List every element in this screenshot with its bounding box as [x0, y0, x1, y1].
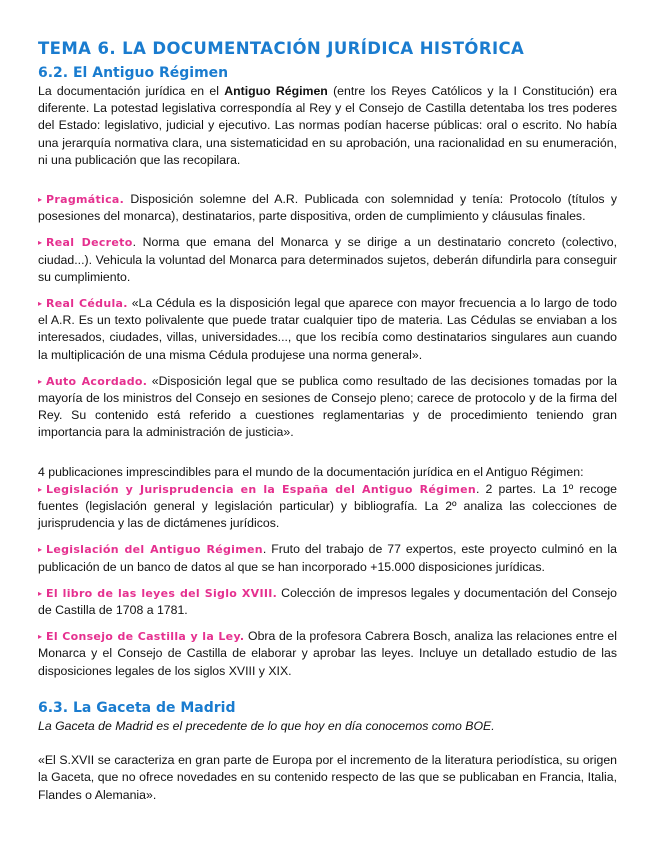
- entry-term: Real Decreto: [46, 236, 133, 250]
- section-heading-gaceta: 6.3. La Gaceta de Madrid: [38, 699, 236, 716]
- page-title: TEMA 6. LA DOCUMENTACIÓN JURÍDICA HISTÓRICA: [38, 39, 525, 58]
- publication-term: Legislación del Antiguo Régimen: [46, 543, 263, 557]
- entry-text: «Disposición legal que se publica como resultado de las decisiones tomadas por la mayoría de los ministros del Consejo en sesiones de Consejo pleno; carece de protocolo y de la firma del Rey. Su contenido está referido a cuestiones reglamentarias y de procedimiento teniendo gran importancia para la administración de justicia».: [38, 373, 617, 440]
- bullet-icon: ▸: [38, 632, 43, 642]
- entry-term: Pragmática.: [46, 193, 125, 207]
- publications-intro: 4 publicaciones imprescindibles para el mundo de la documentación jurídica en el Antiguo Régimen:: [38, 464, 584, 479]
- entry-term: Real Cédula.: [46, 297, 128, 311]
- gaceta-quote: «El S.XVII se caracteriza en gran parte de Europa por el incremento de la literatura periodística, su origen la Gaceta, que no ofrece novedades en su contenido respecto de las que se publicaban en Francia, Italia, Flandes o Alemania».: [38, 753, 617, 802]
- publication-text: . Fruto del trabajo de 77 expertos, este proyecto culminó en la publicación de un banco de datos al que se han incorporado +15.000 disposiciones jurídicas.: [38, 542, 617, 574]
- publication-legislacion-antiguo-regimen: [38, 541, 617, 575]
- publication-text: Colección de impresos legales y documentación del Consejo de Castilla de 1708 a 1781.: [38, 585, 618, 618]
- intro-text-end: (entre los Reyes Católicos y la I Constitución) era diferente. La potestad legislativa correspondía al Rey y el Consejo de Castilla detentaba los tres poderes del Estado: legislativo, judicial y ejecutivo. Las normas podían hacerse públicas: oral o escrito. No había una jerarquía normativa clara, una sistematicidad en su aprobación, una racionalidad en su enumeración, ni una publicación que las recopilara.: [38, 84, 617, 167]
- entry-real-cedula: [38, 295, 617, 364]
- publication-text: Obra de la profesora Cabrera Bosch, analiza las relaciones entre el Monarca y el Consejo de Castilla de elaborar y aprobar las leyes. Incluye un detallado estudio de las disposiciones legales de los siglos XVIII y XIX.: [38, 629, 617, 678]
- entry-auto-acordado: [38, 373, 617, 442]
- publication-legislacion-jurisprudencia: [38, 481, 617, 533]
- intro-paragraph: [38, 83, 617, 169]
- bullet-icon: ▸: [38, 376, 43, 386]
- entry-term: Auto Acordado.: [46, 374, 148, 388]
- entry-pragmatica: [38, 191, 617, 225]
- bullet-icon: ▸: [38, 545, 43, 555]
- entry-text: Disposición solemne del A.R. Publicada con solemnidad y tenía: Protocolo (títulos y posesiones del monarca), destinatarios, parte dispositiva, orden de cumplimiento y cláusulas finales.: [38, 192, 617, 224]
- publication-consejo-castilla: [38, 628, 617, 680]
- section-heading-antiguo-regimen: 6.2. El Antiguo Régimen: [38, 65, 229, 81]
- gaceta-italic-note: La Gaceta de Madrid es el precedente de lo que hoy en día conocemos como BOE.: [38, 718, 495, 733]
- entry-text: . Norma que emana del Monarca y se dirige a un destinatario concreto (colectivo, ciudad...). Vehicula la voluntad del Monarca para determinados sujetos, deberán difundirla para conseguir su cumplimiento.: [38, 235, 617, 284]
- publication-term: El libro de las leyes del Siglo XVIII.: [46, 586, 278, 600]
- intro-text-start: La documentación jurídica en el: [38, 84, 225, 98]
- bullet-icon: ▸: [38, 299, 43, 309]
- bullet-icon: ▸: [38, 238, 43, 248]
- publication-text: . 2 partes. La 1º recoge fuentes (legislación general y legislación particular) y bibliografía. La 2º analiza las colecciones de jurisprudencia y las de dictámenes jurídicos.: [38, 481, 617, 531]
- bullet-icon: ▸: [38, 195, 43, 205]
- publication-term: Legislación y Jurisprudencia en la España del Antiguo Régimen: [46, 482, 477, 496]
- bullet-icon: ▸: [38, 588, 43, 598]
- entry-real-decreto: [38, 234, 617, 286]
- bullet-icon: ▸: [38, 484, 43, 494]
- publication-term: El Consejo de Castilla y la Ley.: [46, 630, 245, 644]
- entry-text: «La Cédula es la disposición legal que aparece con mayor frecuencia a lo largo de todo el A.R. Es un texto polivalente que puede tratar cualquier tipo de materia. Las Cédulas se enviaban a los interesados, ciudades, villas, universidades..., que los recibía como destinatarios singulares aun cuando la multiplicación de una misma Cédula produjese una norma general».: [38, 296, 617, 362]
- publication-libro-leyes: [38, 585, 617, 619]
- intro-bold-term: Antiguo Régimen: [224, 84, 328, 98]
